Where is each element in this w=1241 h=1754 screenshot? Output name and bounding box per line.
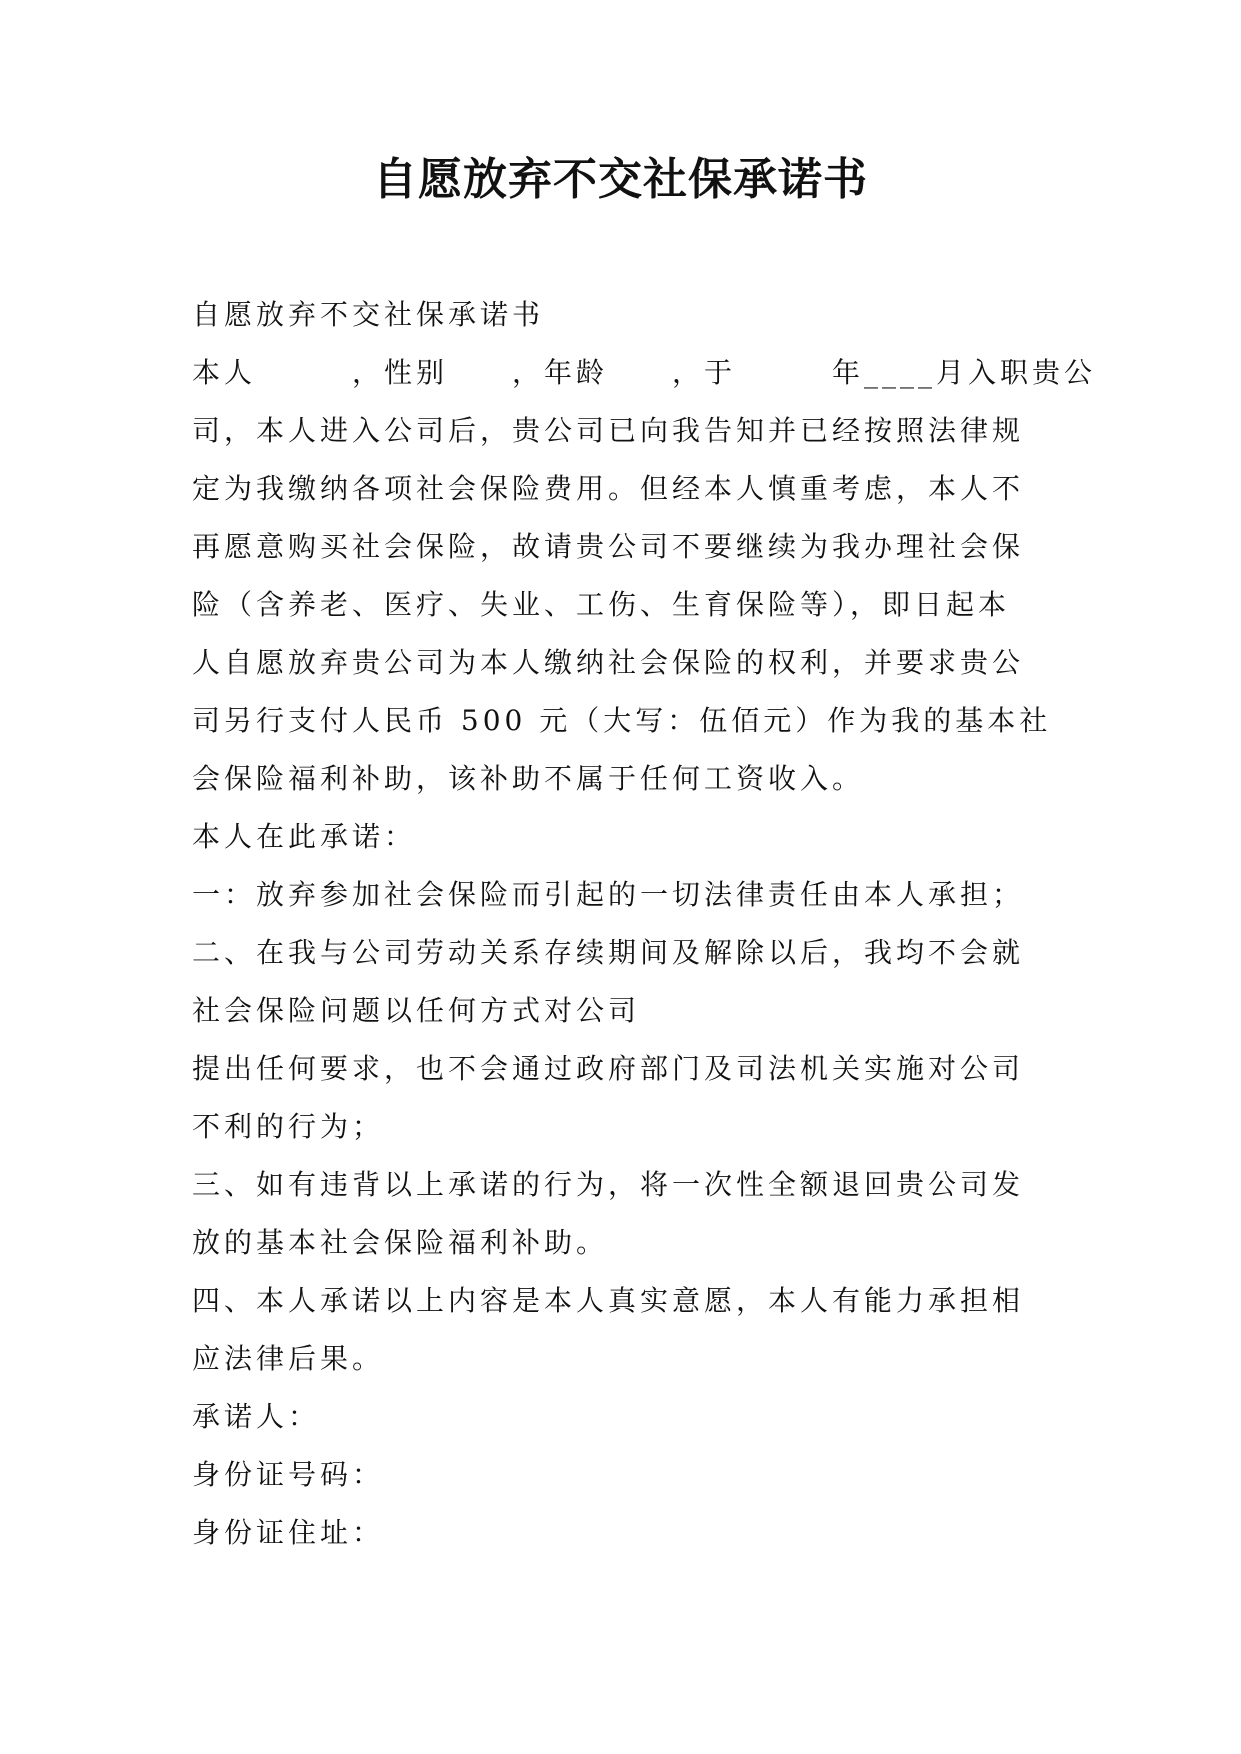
body-line: 自愿放弃不交社保承诺书 bbox=[192, 298, 545, 331]
body-line: 司另行支付人民币 500 元（大写：伍佰元）作为我的基本社 bbox=[192, 704, 1052, 737]
body-line: 不利的行为； bbox=[192, 1110, 385, 1143]
body-line: 社会保险问题以任何方式对公司 bbox=[192, 994, 641, 1027]
signature-label: 承诺人： bbox=[192, 1400, 321, 1433]
body-line: 放的基本社会保险福利补助。 bbox=[192, 1226, 609, 1259]
body-line: 险（含养老、医疗、失业、工伤、生育保险等），即日起本 bbox=[192, 588, 1011, 621]
body-line: 会保险福利补助，该补助不属于任何工资收入。 bbox=[192, 762, 865, 795]
body-line: 二、在我与公司劳动关系存续期间及解除以后，我均不会就 bbox=[192, 936, 1025, 969]
body-line: 定为我缴纳各项社会保险费用。但经本人慎重考虑，本人不 bbox=[192, 472, 1025, 505]
body-line: 人自愿放弃贵公司为本人缴纳社会保险的权利，并要求贵公 bbox=[192, 646, 1025, 679]
body-line: 提出任何要求，也不会通过政府部门及司法机关实施对公司 bbox=[192, 1052, 1025, 1085]
body-line: 再愿意购买社会保险，故请贵公司不要继续为我办理社会保 bbox=[192, 530, 1025, 563]
id-address-label: 身份证住址： bbox=[192, 1516, 385, 1549]
body-line: 三、如有违背以上承诺的行为，将一次性全额退回贵公司发 bbox=[192, 1168, 1025, 1201]
body-line: 司，本人进入公司后，贵公司已向我告知并已经按照法律规 bbox=[192, 414, 1025, 447]
body-line: 一：放弃参加社会保险而引起的一切法律责任由本人承担； bbox=[192, 878, 1025, 911]
body-line: 本人 ，性别 ，年龄 ，于 年____月入职贵公 bbox=[192, 356, 1097, 389]
document-body bbox=[192, 286, 1097, 1562]
document-title: 自愿放弃不交社保承诺书 bbox=[373, 154, 868, 205]
id-number-label: 身份证号码： bbox=[192, 1458, 385, 1491]
body-line: 四、本人承诺以上内容是本人真实意愿，本人有能力承担相 bbox=[192, 1284, 1025, 1317]
body-line: 本人在此承诺： bbox=[192, 820, 417, 853]
body-line: 应法律后果。 bbox=[192, 1342, 385, 1375]
